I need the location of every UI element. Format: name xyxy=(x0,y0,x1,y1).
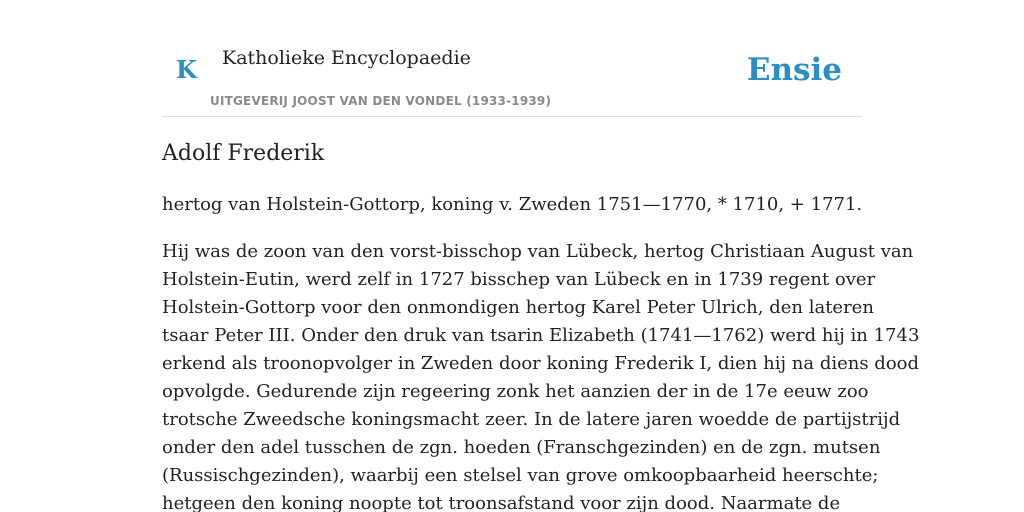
article-body-line: (Russischgezinden), waarbij een stelsel van grove omkoopbaarheid heerschte; xyxy=(162,465,879,486)
article-body-line: erkend als troonopvolger in Zweden door koning Frederik I, dien hij na diens dood xyxy=(162,353,920,374)
page xyxy=(162,0,920,512)
article-body xyxy=(162,238,920,512)
article-body-line: trotsche Zweedsche koningsmacht zeer. In de latere jaren woedde de partijstrijd xyxy=(162,409,901,430)
publisher-subtitle: UITGEVERIJ JOOST VAN DEN VONDEL (1933-1939) xyxy=(210,94,552,108)
article-body-line: opvolgde. Gedurende zijn regeering zonk het aanzien der in de 17e eeuw zoo xyxy=(162,381,869,402)
ensie-brand-logo[interactable]: Ensie xyxy=(746,52,842,88)
article-body-line: onder den adel tusschen de zgn. hoeden (Franschgezinden) en de zgn. mutsen xyxy=(162,437,881,458)
article-title: Adolf Frederik xyxy=(162,141,325,166)
encyclopedia-title[interactable]: Katholieke Encyclopaedie xyxy=(222,47,471,69)
encyclopedia-logo[interactable]: K xyxy=(176,55,197,84)
article-lead: hertog van Holstein-Gottorp, koning v. Zweden 1751—1770, * 1710, + 1771. xyxy=(162,194,863,215)
article-body-line: Holstein-Eutin, werd zelf in 1727 bisschep van Lübeck en in 1739 regent over xyxy=(162,269,876,290)
article-body-line: hetgeen den koning noopte tot troonsafstand voor zijn dood. Naarmate de xyxy=(162,493,841,512)
article-body-line: Hij was de zoon van den vorst-bisschop van Lübeck, hertog Christiaan August van xyxy=(162,241,914,262)
site-header xyxy=(162,0,862,117)
article-body-line: Holstein-Gottorp voor den onmondigen hertog Karel Peter Ulrich, den lateren xyxy=(162,297,874,318)
article-body-line: tsaar Peter III. Onder den druk van tsarin Elizabeth (1741—1762) werd hij in 1743 xyxy=(162,325,920,346)
